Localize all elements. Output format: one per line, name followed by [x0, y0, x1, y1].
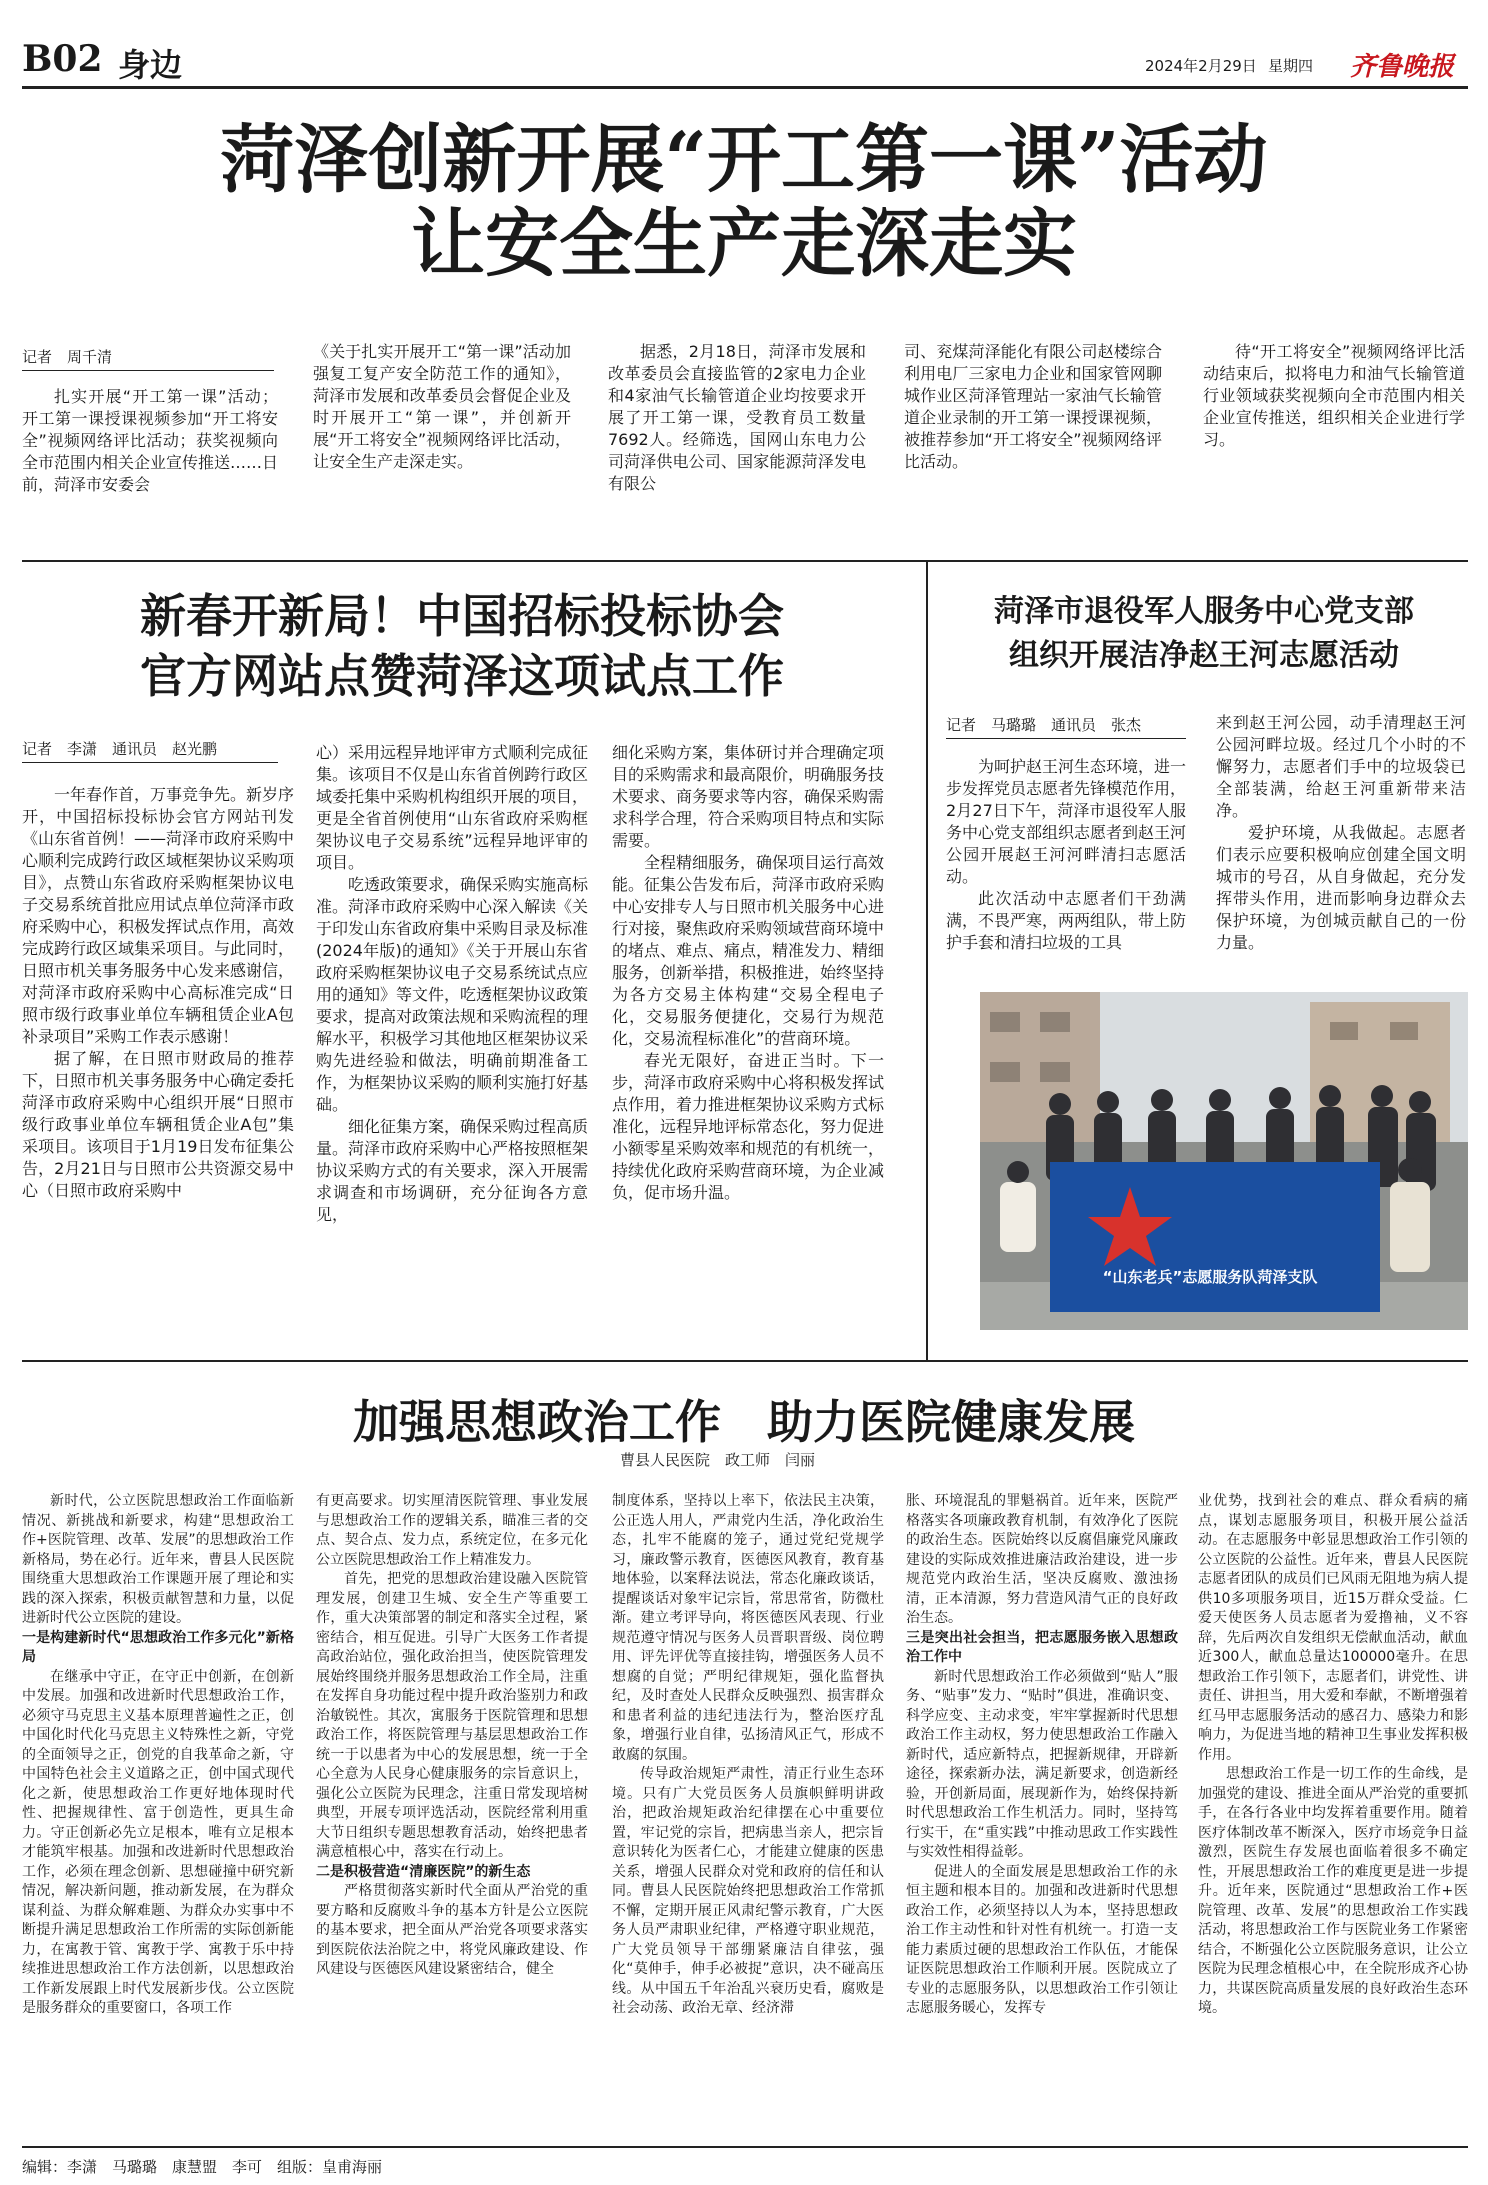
divider-2 [22, 1360, 1468, 1362]
article3-title [940, 590, 1468, 678]
article1-title [0, 118, 1488, 286]
volunteer-photo [980, 992, 1468, 1330]
article2-title-line2: 官方网站点赞菏泽这项试点工作 [140, 649, 784, 703]
photo-banner-text: “山东老兵”志愿服务队菏泽支队 [1102, 1268, 1318, 1286]
footer-rule [22, 2146, 1468, 2148]
article1-title-line2: 让安全生产走深走实 [411, 201, 1077, 287]
article1-col3: 据悉，2月18日，菏泽市发展和改革委员会直接监管的2家电力企业和4家油气长输管道企业均按要求开展了开工第一课，受教育员工数量7692人。经筛选，国网山东电力公司菏泽供电公司、国家能源菏泽发电有限公 [608, 342, 866, 493]
section-name: 身边 [118, 46, 183, 84]
article3-col2: 来到赵王河公园，动手清理赵王河公园河畔垃圾。经过几个小时的不懈努力，志愿者们手中的垃圾袋已全部装满，给赵王河重新带来洁净。 爱护环境，从我做起。志愿者们表示应要积极响应创建全国文明城市的号召，从自身做起，充分发挥带头作用，进而影响身边群众去保护环境，为创城贡献自己的一份力量。 [1216, 713, 1466, 952]
article1-col1: 扎实开展“开工第一课”活动；开工第一课授课视频参加“开工将安全”视频网络评比活动；获奖视频向全市范围内相关企业宣传推送……日前，菏泽市安委会 [22, 387, 278, 494]
paper-logo: 齐鲁晚报 [1350, 52, 1455, 82]
article4-col1: 新时代，公立医院思想政治工作面临新情况、新挑战和新要求，构建“思想政治工作+医院管理、改革、发展”的思想政治工作新格局，势在必行。近年来，曹县人民医院围绕重大思想政治工作课题开展了理论和实践的深入探索，积极贡献智慧和力量，以促进新时代公立医院的建设。 一是构建新时代“思想政治工作多元化”新格局 在继承中守正，在守正中创新，在创新中发展。加强和改进新时代思想政治工作，必须守马克思主义基本原理普遍性之正，创中国化时代化马克思主义特殊性之新，守党的全面领导之正，创党的自我革命之新，守中国特色社会主义道路之正，创中国式现代化之新，使思想政治工作更好地体现时代性、把握规律性、富于创造性，更具生命力。守正创新必先立足根本，唯有立足根本才能筑牢根基。加强和改进新时代思想政治工作，必须在理念创新、思想碰撞中研究新情况，解决新问题，推动新发展，在为群众谋利益、为群众解难题、为群众办实事中不断提升满足思想政治工作所需的实际创新能力，在寓教于管、寓教于学、寓教于乐中持续推进思想政治工作方法创新，以思想政治工作新发展跟上时代发展新步伐。公立医院是服务群众的重要窗口，各项工作 [22, 1493, 294, 2016]
volunteer-photo-illustration [980, 992, 1468, 1330]
article2-title-line1: 新春开新局！中国招标投标协会 [140, 589, 784, 643]
article3-byline: 记者 马璐璐 通讯员 张杰 [946, 714, 1186, 739]
article2-col3: 细化采购方案，集体研讨并合理确定项目的采购需求和最高限价，明确服务技术要求、商务要求等内容，确保采购需求科学合理，符合采购项目特点和实际需要。 全程精细服务，确保项目运行高效能。征集公告发布后，菏泽市政府采购中心安排专人与日照市机关服务中心进行对接，聚焦政府采购领域营商环境中的堵点、难点、痛点，精准发力、精细服务，创新举措，积极推进，始终坚持为各方交易主体构建“交易全程电子化，交易服务便捷化，交易行为规范化，交易流程标准化”的营商环境。 春光无限好，奋进正当时。下一步，菏泽市政府采购中心将积极发挥试点作用，着力推进框架协议采购方式标准化，远程异地评标常态化，努力促进小额零星采购效率和规范的有机统一，持续优化政府采购营商环境，为企业减负，促市场升温。 [612, 743, 884, 1202]
article1-col2: 《关于扎实开展开工“第一课”活动加强复工复产安全防范工作的通知》，菏泽市发展和改革委员会督促企业及时开展开工“第一课”，并创新开展“开工将安全”视频网络评比活动，让安全生产走深走实。 [313, 342, 571, 471]
article4-col5: 业优势，找到社会的难点、群众看病的痛点，谋划志愿服务项目，积极开展公益活动。在志愿服务中彰显思想政治工作引领的公立医院的公益性。近年来，曹县人民医院志愿者团队的成员们已风雨无阻地为病人提供10多项服务项目，近15万群众受益。仁爱天使医务人员志愿者为爱撸袖，义不容辞，先后两次自发组织无偿献血活动，献血近300人，献血总量达100000毫升。在思想政治工作引领下，志愿者们，讲党性、讲责任、讲担当，用大爱和奉献，不断增强着红马甲志愿服务活动的感召力、感染力和影响力，为促进当地的精神卫生事业发挥积极作用。 思想政治工作是一切工作的生命线，是加强党的建设、推进全面从严治党的重要抓手，在各行各业中均发挥着重要作用。随着医疗体制改革不断深入，医疗市场竞争日益激烈，医院生存发展也面临着很多不确定性，开展思想政治工作的难度更是进一步提升。近年来，医院通过“思想政治工作+医院管理、改革、发展”的思想政治工作实践活动，将思想政治工作与医院业务工作紧密结合，不断强化公立医院服务意识，让公立医院为民理念植根心中，在全院形成齐心协力，共谋医院高质量发展的良好政治生态环境。 [1198, 1493, 1468, 2016]
article2-col1: 一年春作首，万事竞争先。新岁序开，中国招标投标协会官方网站刊发《山东省首例！——菏泽市政府采购中心顺利完成跨行政区域框架协议采购项目》，点赞山东省政府采购框架协议电子交易系统首批应用试点单位菏泽市政府采购中心，积极发挥试点作用，高效完成跨行政区域集采项目。与此同时，日照市机关事务服务中心发来感谢信，对菏泽市政府采购中心高标准完成“日照市级行政事业单位车辆租赁企业A包补录项目”采购工作表示感谢！ 据了解，在日照市财政局的推荐下，日照市机关事务服务中心确定委托菏泽市政府采购中心组织开展“日照市级行政事业单位车辆租赁企业A包”集采项目。该项目于1月19日发布征集公告，2月21日与日照市公共资源交易中心（日照市政府采购中 [22, 785, 294, 1200]
article2-col2: 心）采用远程异地评审方式顺利完成征集。该项目不仅是山东省首例跨行政区域委托集中采购机构组织开展的项目，更是全省首例使用“山东省政府采购框架协议电子交易系统”远程异地评审的项目。 吃透政策要求，确保采购实施高标准。菏泽市政府采购中心深入解读《关于印发山东省政府集中采购目录及标准(2024年版)的通知》《关于开展山东省政府采购框架协议电子交易系统试点应用的通知》等文件，吃透框架协议政策要求，提高对政策法规和采购流程的理解水平，积极学习其他地区框架协议采购先进经验和做法，明确前期准备工作，为框架协议采购的顺利实施打好基础。 细化征集方案，确保采购过程高质量。菏泽市政府采购中心严格按照框架协议采购方式的有关要求，深入开展需求调查和市场调研，充分征询各方意见， [316, 743, 588, 1224]
article4-col3: 制度体系，坚持以上率下，依法民主决策，公正选人用人，严肃党内生活，净化政治生态，扎牢不能腐的笼子，通过党纪党规学习，廉政警示教育，医德医风教育，教育基地体验，以案释法说法，常态化廉政谈话，提醒谈话对象牢记宗旨，常思常省，防微杜渐。建立考评导向，将医德医风表现、行业规范遵守情况与医务人员晋职晋级、岗位聘用、评先评优等直接挂钩，增强医务人员不想腐的自觉；严明纪律规矩，强化监督执纪，及时查处人民群众反映强烈、损害群众和患者利益的违纪违法行为，整治医疗乱象，增强行业自律，弘扬清风正气，形成不敢腐的氛围。 传导政治规矩严肃性，清正行业生态环境。只有广大党员医务人员旗帜鲜明讲政治，把政治规矩政治纪律摆在心中重要位置，牢记党的宗旨，把病患当亲人，把宗旨意识转化为医者仁心，才能建立健康的医患关系，增强人民群众对党和政府的信任和认同。曹县人民医院始终把思想政治工作常抓不懈，定期开展正风肃纪警示教育，广大医务人员严肃职业纪律，严格遵守职业规范，广大党员领导干部绷紧廉洁自律弦，强化“莫伸手，伸手必被捉”意识，决不碰高压线。从中国五千年治乱兴衰历史看，腐败是社会动荡、政治无章、经济滞 [612, 1493, 884, 2016]
article1-col4: 司、兖煤菏泽能化有限公司赵楼综合利用电厂三家电力企业和国家管网聊城作业区菏泽管理站一家油气长输管道企业录制的开工第一课授课视频，被推荐参加“开工将安全”视频网络评比活动。 [904, 342, 1162, 471]
article4-col2: 有更高要求。切实厘清医院管理、事业发展与思想政治工作的逻辑关系，瞄准三者的交点、契合点、发力点，系统定位，在多元化公立医院思想政治工作上精准发力。 首先，把党的思想政治建设融入医院管理发展，创建卫生城、安全生产等重要工作，重大决策部署的制定和落实全过程，紧密结合，相互促进。引导广大医务工作者提高政治站位，强化政治担当，使医院管理发展始终围绕并服务思想政治工作全局，注重在发挥自身功能过程中提升政治鉴别力和政治敏锐性。其次，寓服务于医院管理和思想政治工作，将医院管理与基层思想政治工作统一于以患者为中心的发展思想，统一于全心全意为人民身心健康服务的宗旨意识上，强化公立医院为民理念，注重日常发现培树典型，开展专项评选活动，医院经常利用重大节日组织专题思想教育活动，始终把患者满意植根心中，落实在行动上。 二是积极营造“清廉医院”的新生态 严格贯彻落实新时代全面从严治党的重要方略和反腐败斗争的基本方针是公立医院的基本要求，把全面从严治党各项要求落实到医院依法治院之中，将党风廉政建设、作风建设与医德医风建设紧密结合，健全 [316, 1493, 588, 1977]
page-code: B02 [22, 38, 103, 80]
article3-col1: 为呵护赵王河生态环境，进一步发挥党员志愿者先锋模范作用，2月27日下午，菏泽市退役军人服务中心党支部组织志愿者到赵王河公园开展赵王河河畔清扫志愿活动。 此次活动中志愿者们干劲满满，不畏严寒，两两组队，带上防护手套和清扫垃圾的工具 [946, 757, 1186, 952]
article4-byline: 曹县人民医院 政工师 闫丽 [620, 1451, 816, 1469]
article3-title-line1: 菏泽市退役军人服务中心党支部 [994, 594, 1414, 629]
article2-title [22, 586, 902, 706]
article4-title: 加强思想政治工作 助力医院健康发展 [353, 1395, 1135, 1449]
article1-col5: 待“开工将安全”视频网络评比活动结束后，拟将电力和油气长输管道行业领域获奖视频向全市范围内相关企业宣传推送，组织相关企业进行学习。 [1203, 342, 1465, 449]
header-rule [22, 86, 1468, 89]
divider-1 [22, 560, 1468, 562]
article2-byline: 记者 李潇 通讯员 赵光鹏 [22, 738, 278, 763]
divider-vertical [926, 560, 928, 1360]
article3-title-line2: 组织开展洁净赵王河志愿活动 [1009, 638, 1399, 673]
issue-weekday: 星期四 [1268, 57, 1314, 75]
issue-date: 2024年2月29日 [1145, 57, 1257, 75]
footer-editors: 编辑：李潇 马璐璐 康慧盟 李可 组版：皇甫海丽 [22, 2158, 383, 2176]
article4-col4: 胀、环境混乱的罪魁祸首。近年来，医院严格落实各项廉政教育机制，有效净化了医院的政治生态。医院始终以反腐倡廉党风廉政建设的实际成效推进廉洁政治建设，进一步规范党内政治生活，坚决反腐败、激浊扬清，正本清源，努力营造风清气正的良好政治生态。 三是突出社会担当，把志愿服务嵌入思想政治工作中 新时代思想政治工作必须做到“贴人”服务、“贴事”发力、“贴时”俱进，准确识变、科学应变、主动求变，牢牢掌握新时代思想政治工作主动权，努力使思想政治工作融入新时代，适应新特点，把握新规律，开辟新途径，探索新办法，满足新要求，创造新经验，开创新局面，展现新作为，始终保持新时代思想政治工作生机活力。同时，坚持笃行实干，在“重实践”中推动思政工作实践性与实效性相得益彰。 促进人的全面发展是思想政治工作的永恒主题和根本目的。加强和改进新时代思想政治工作，必须坚持以人为本，坚持思想政治工作主动性和针对性有机统一。打造一支能力素质过硬的思想政治工作队伍，才能保证医院思想政治工作顺利开展。医院成立了专业的志愿服务队，以思想政治工作引领让志愿服务暖心，发挥专 [906, 1493, 1178, 2016]
article1-title-line1: 菏泽创新开展“开工第一课”活动 [220, 117, 1268, 203]
article1-byline: 记者 周千清 [22, 346, 274, 371]
